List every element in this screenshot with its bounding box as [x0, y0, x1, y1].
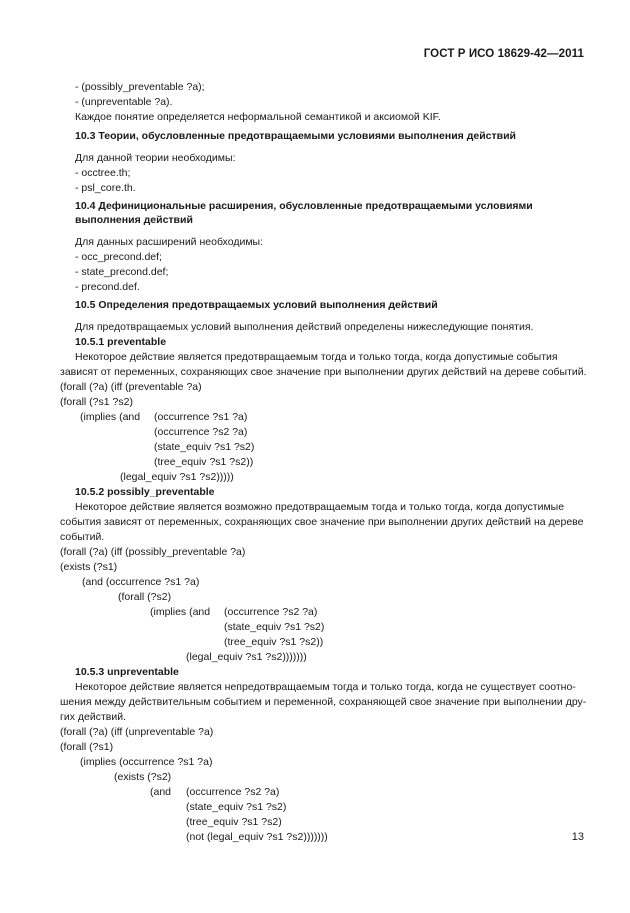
paragraph: Для данных расширений необходимы: [75, 236, 264, 248]
code-line: (legal_equiv ?s1 ?s2))))))) [186, 651, 307, 663]
subsection-heading: 10.5.3 unpreventable [75, 666, 179, 678]
code-line: (forall (?s1 ?s2) [60, 396, 133, 408]
section-heading-cont: выполнения действий [75, 214, 193, 226]
list-item: - (unpreventable ?a). [75, 96, 173, 108]
paragraph-line: Некоторое действие является предотвращаемым тогда и только тогда, когда допустимые события [75, 351, 558, 363]
code-line: (forall (?s2) [118, 591, 172, 603]
paragraph: Для предотвращаемых условий выполнения действий определены нижеследующие понятия. [75, 321, 534, 333]
section-heading: 10.4 Дефинициональные расширения, обусловленные предотвращаемыми условиями [75, 200, 533, 212]
list-item: - occ_precond.def; [75, 251, 162, 263]
code-line: (not (legal_equiv ?s1 ?s2))))))) [186, 831, 328, 843]
code-line: (implies (and [150, 606, 211, 618]
code-line: (and (occurrence ?s1 ?a) [82, 576, 200, 588]
code-line: (occurrence ?s1 ?a) [154, 411, 248, 423]
subsection-heading: 10.5.1 preventable [75, 336, 167, 348]
code-line: (occurrence ?s2 ?a) [154, 426, 248, 438]
section-heading: 10.5 Определения предотвращаемых условий выполнения действий [75, 299, 438, 311]
code-line: (state_equiv ?s1 ?s2) [186, 801, 287, 813]
list-item: - precond.def. [75, 281, 140, 293]
paragraph-line: шения между действительным событием и переменной, сохраняющей свое значение при выполнении дру- [60, 696, 587, 708]
paragraph-line: гих действий. [60, 711, 126, 723]
code-line: (tree_equiv ?s1 ?s2) [186, 816, 282, 828]
paragraph-line: Некоторое действие является непредотвращаемым тогда и только тогда, когда не существует соотно- [75, 681, 576, 693]
code-line: (forall (?a) (iff (possibly_preventable ?a) [60, 546, 246, 558]
paragraph: Каждое понятие определяется неформальной семантикой и аксиомой KIF. [75, 111, 441, 123]
list-item: - state_precond.def; [75, 266, 169, 278]
code-line: (tree_equiv ?s1 ?s2)) [154, 456, 254, 468]
code-line: (occurrence ?s2 ?a) [224, 606, 318, 618]
paragraph-line: Некоторое действие является возможно предотвращаемым тогда и только тогда, когда допустимые [75, 501, 565, 513]
code-line: (forall (?a) (iff (unpreventable ?a) [60, 726, 214, 738]
list-item: - psl_core.th. [75, 182, 136, 194]
section-heading: 10.3 Теории, обусловленные предотвращаемыми условиями выполнения действий [75, 130, 516, 142]
code-line: (implies (and [80, 411, 141, 423]
subsection-heading: 10.5.2 possibly_preventable [75, 486, 215, 498]
code-line: (implies (occurrence ?s1 ?a) [80, 756, 213, 768]
code-line: (state_equiv ?s1 ?s2) [224, 621, 325, 633]
code-line: (state_equiv ?s1 ?s2) [154, 441, 255, 453]
paragraph: Для данной теории необходимы: [75, 152, 236, 164]
page-number: 13 [571, 831, 584, 843]
code-line: (legal_equiv ?s1 ?s2))))) [120, 471, 234, 483]
list-item: - occtree.th; [75, 167, 131, 179]
paragraph-line: зависят от переменных, сохраняющих свое значение при выполнении других действий на дереве событий. [60, 366, 587, 378]
code-line: (exists (?s1) [60, 561, 118, 573]
code-line: (forall (?s1) [60, 741, 114, 753]
code-line: (occurrence ?s2 ?a) [186, 786, 280, 798]
code-line: (exists (?s2) [114, 771, 172, 783]
list-item: - (possibly_preventable ?a); [75, 81, 205, 93]
code-line: (forall (?a) (iff (preventable ?a) [60, 381, 202, 393]
paragraph-line: события зависят от переменных, сохраняющих свое значение при выполнении других действий на дереве [60, 516, 584, 528]
code-line: (and [150, 786, 172, 798]
code-line: (tree_equiv ?s1 ?s2)) [224, 636, 324, 648]
document-header: ГОСТ Р ИСО 18629-42—2011 [423, 48, 584, 60]
paragraph-line: событий. [60, 531, 105, 543]
